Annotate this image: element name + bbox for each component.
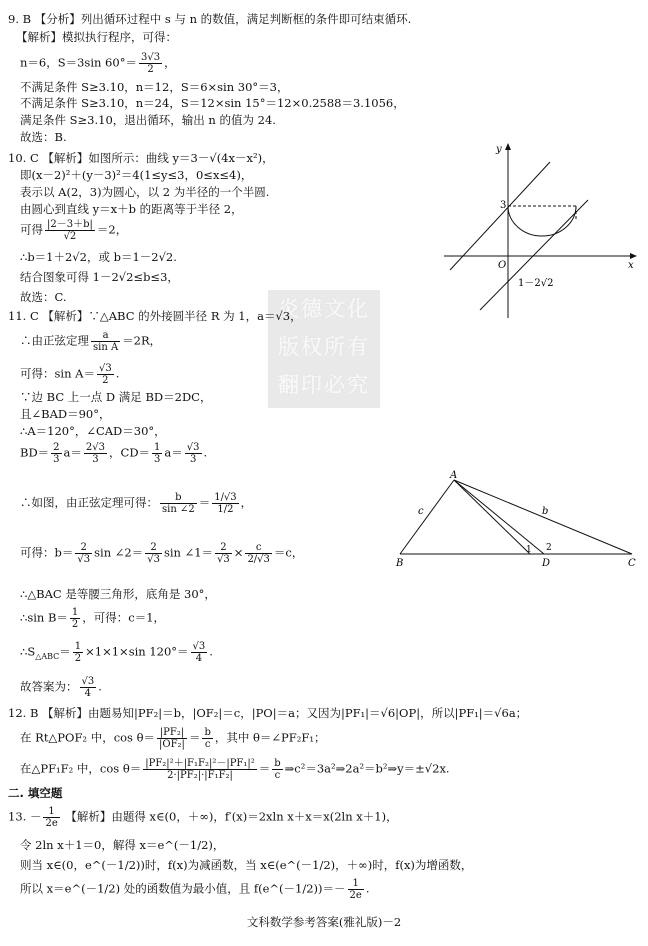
vertex-B: B: [396, 558, 404, 569]
q12-line2: 在 Rt△POF₂ 中，cos θ＝ $\frac{\text{|PF₂|}}{\text{|OF₂|}}$ ＝ $\frac{b}{c}$ ，其中 θ＝∠PF₂F₁；: [20, 727, 326, 750]
q13-line2: 令 2ln x＋1＝0，解得 x＝e^(－1/2)，: [20, 838, 225, 852]
q10-line6: ∴b＝1＋2√2，或 b＝1－2√2.: [20, 250, 177, 264]
q11-line2: ∴由正弦定理 $\frac{a}{\text{sin A}}$ ＝2R，: [20, 330, 162, 353]
y-tick-3: 3: [500, 200, 507, 211]
q9-line3: n＝6，S＝3sin 60°＝ $\frac{3√3}{2}$ ，: [20, 52, 176, 75]
q11-line4: ∵边 BC 上一点 D 满足 BD＝2DC，: [20, 390, 212, 404]
q12-line3: 在△PF₁F₂ 中，cos θ＝ $\frac{\text{|PF₂|²＋|F₁F₂|²－|PF₁|²}}{\text{2·|PF₂|·|F₁F₂|}}$ ＝ $\frac{b}{c}$ ⇒c²＝3a²⇒2a²＝b²⇒y＝±√2x.: [20, 758, 450, 781]
q11-line8: ∴如图，由正弦定理可得： $\frac{b}{\sin \angle 2}$ ＝ $\frac{1/√3}{1/2}$ ，: [20, 492, 253, 515]
x-axis-label: x: [628, 260, 634, 271]
q12-line1: 12. B 【解析】由题易知|PF₂|＝b，|OF₂|＝c，|PO|＝a；又因为|PF₁|＝√6|OP|，所以|PF₁|＝√6a；: [8, 706, 528, 720]
q13-line3: 则当 x∈(0，e^(－1/2))时，f(x)为减函数，当 x∈(e^(－1/2)，＋∞)时，f(x)为增函数，: [20, 858, 473, 872]
q11-line11: ∴sin B＝ $\frac{1}{2}$ ，可得：c＝1，: [20, 607, 166, 630]
watermark-line1: 炎德文化: [278, 297, 370, 321]
q11-line12: $\therefore S_{\triangle ABC}=$ $\frac{1}{2}$ ×1×1×sin 120°＝ $\frac{√3}{4}$ .: [20, 641, 213, 664]
q11-line13: 故答案为： $\frac{√3}{4}$ .: [20, 676, 102, 699]
copyright-watermark: [268, 290, 380, 408]
vertex-C: C: [628, 558, 636, 569]
triangle-figure: [392, 470, 642, 570]
q11-line7: BD＝ $\frac{2}{3}$ a＝ $\frac{2√3}{3}$ ，CD＝ $\frac{1}{3}$ a＝ $\frac{√3}{3}$ .: [20, 442, 208, 465]
q11-line3: 可得：sin A＝ $\frac{√3}{2}$ .: [20, 363, 120, 386]
semicircle-graph: [440, 140, 640, 320]
side-b: b: [542, 506, 549, 517]
y-axis-label: y: [496, 144, 502, 155]
q10-line8: 故选：C.: [20, 290, 67, 304]
q13-line1: 13. － $\frac{1}{2e}$ 【解析】由题得 x∈(0，＋∞)，f′(x)＝2xln x＋x＝x(2ln x＋1)，: [8, 806, 398, 829]
vertex-A: A: [450, 470, 458, 481]
q9-line1: 9. B 【分析】列出循环过程中 s 与 n 的数值，满足判断框的条件即可结束循环.: [8, 12, 412, 26]
angle-2: 2: [546, 543, 552, 553]
q10-line2: 即(x－2)²＋(y－3)²＝4(1≤y≤3，0≤x≤4)，: [20, 168, 253, 182]
q9-line2: 【解析】模拟执行程序，可得：: [16, 30, 177, 44]
intercept-label: 1－2√2: [518, 278, 554, 289]
q10-line4: 由圆心到直线 y＝x＋b 的距离等于半径 2，: [20, 202, 243, 216]
origin-label: O: [498, 260, 507, 271]
q9-line7: 故选：B.: [20, 130, 67, 144]
q11-line10: ∴△BAC 是等腰三角形，底角是 30°，: [20, 587, 216, 601]
q10-line1: 10. C 【解析】如图所示：曲线 y＝3－√(4x－x²)，: [8, 151, 274, 165]
q10-line3: 表示以 A(2，3)为圆心，以 2 为半径的一个半圆.: [20, 185, 270, 199]
q10-line7: 结合图象可得 1－2√2≤b≤3，: [20, 270, 179, 284]
q9-line5: 不满足条件 S≥3.10，n＝24，S＝12×sin 15°＝12×0.2588＝3.1056，: [20, 96, 405, 110]
q11-line5: 且∠BAD＝90°，: [20, 407, 111, 421]
section-heading: 二. 填空题: [8, 786, 63, 800]
q13-line4: 所以 x＝e^(－1/2) 处的函数值为最小值，且 f(e^(－1/2))＝－ $\frac{1}{2e}$ .: [20, 878, 370, 901]
angle-1: 1: [526, 545, 532, 555]
q11-line6: ∴A＝120°，∠CAD＝30°，: [20, 424, 166, 438]
q11-line9: 可得：b＝ $\frac{2}{√3}$ sin ∠2＝ $\frac{2}{√3}$ sin ∠1＝ $\frac{2}{√3}$ × $\frac{c}{2/√3}$ ＝c，: [20, 542, 304, 565]
q9-line6: 满足条件 S≥3.10，退出循环，输出 n 的值为 24.: [20, 113, 276, 127]
vertex-D: D: [542, 558, 551, 569]
watermark-line2: 版权所有: [278, 335, 370, 359]
q11-line1: 11. C 【解析】∵△ABC 的外接圆半径 R 为 1，a＝√3，: [8, 309, 302, 323]
side-c: c: [418, 506, 424, 517]
watermark-line3: 翻印必究: [278, 373, 370, 397]
page-footer: 文科数学参考答案(雅礼版)－2: [246, 915, 402, 929]
q10-line5: 可得 $\frac{|2-3+b|}{√2}$ ＝2，: [20, 219, 128, 242]
q9-line4: 不满足条件 S≥3.10，n＝12，S＝6×sin 30°＝3，: [20, 80, 289, 94]
